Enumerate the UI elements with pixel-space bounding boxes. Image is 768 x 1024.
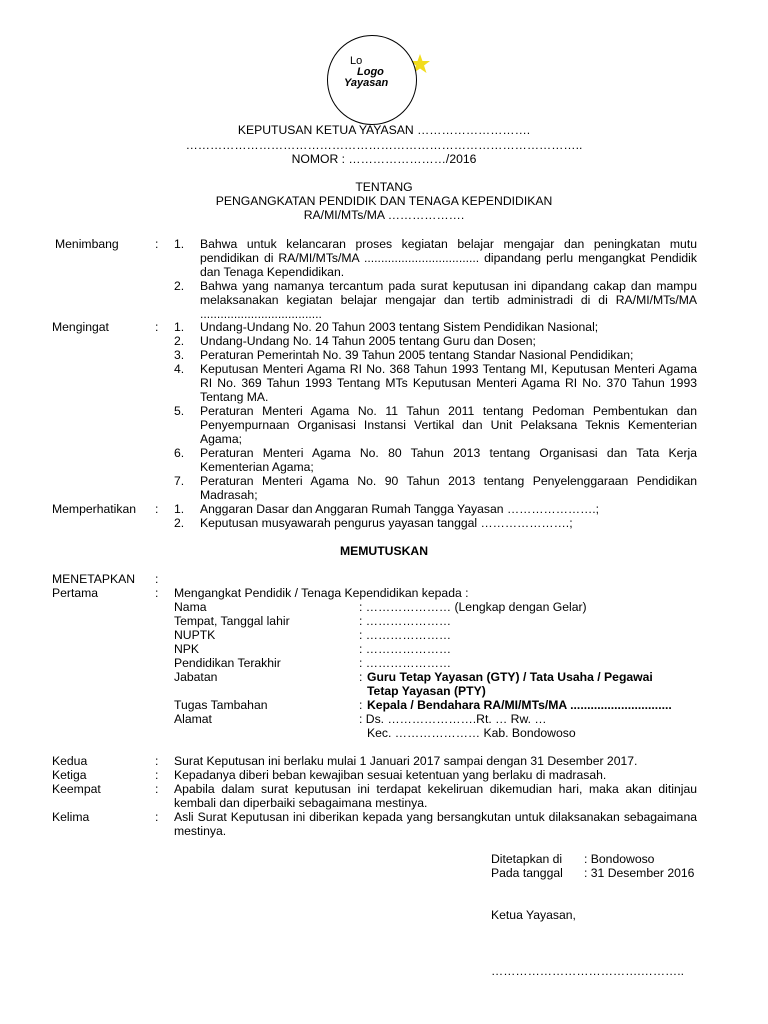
mengingat-item-5: Peraturan Menteri Agama No. 11 Tahun 2011 tentang Pedoman Pembentukan dan Penyempurnaan Organisasi Instansi Vertikal dan Unit Pelaksana Teknis Kementerian Agama; bbox=[200, 404, 697, 446]
field-colon-tugas: : bbox=[359, 698, 363, 712]
field-value-ttl: : ………………… bbox=[359, 614, 452, 628]
memperhatikan-item-2: Keputusan musyawarah pengurus yayasan tanggal ………………….; bbox=[200, 516, 573, 530]
title-dots: …………………………………………………………………………………….. bbox=[185, 138, 583, 152]
signatory-name-dots: ……………………………….……….. bbox=[491, 964, 684, 978]
mengingat-item-3: Peraturan Pemerintah No. 39 Tahun 2005 tentang Standar Nasional Pendidikan; bbox=[200, 348, 634, 362]
field-label-pendidikan: Pendidikan Terakhir bbox=[174, 656, 281, 670]
kedua-label: Kedua bbox=[52, 754, 88, 768]
memperhatikan-label: Memperhatikan bbox=[52, 502, 136, 516]
pertama-colon: : bbox=[155, 586, 159, 600]
ketiga-colon: : bbox=[155, 768, 159, 782]
mengingat-item-2: Undang-Undang No. 14 Tahun 2005 tentang Guru dan Dosen; bbox=[200, 334, 536, 348]
mengingat-item-7: Peraturan Menteri Agama No. 90 Tahun 2013 tentang Penyelenggaraan Pendidikan Madrasah; bbox=[200, 474, 697, 502]
logo-text-lo: Lo bbox=[350, 55, 363, 67]
decree-subject: PENGANGKATAN PENDIDIK DAN TENAGA KEPENDIDIKAN bbox=[215, 194, 553, 208]
memperhatikan-colon: : bbox=[155, 502, 159, 516]
ketiga-text: Kepadanya diberi beban kewajiban sesuai ketentuan yang berlaku di madrasah. bbox=[174, 768, 607, 782]
field-label-jabatan: Jabatan bbox=[174, 670, 218, 684]
tanggal-value: : 31 Desember 2016 bbox=[584, 866, 695, 880]
memperhatikan-num-2: 2. bbox=[174, 516, 185, 530]
menetapkan-colon: : bbox=[155, 572, 159, 586]
memperhatikan-item-1: Anggaran Dasar dan Anggaran Rumah Tangga Yayasan ………………….; bbox=[200, 502, 600, 516]
mengingat-label: Mengingat bbox=[52, 320, 109, 334]
logo-text-line1: Logo bbox=[357, 66, 384, 78]
decree-number: NOMOR : ……………………/2016 bbox=[291, 152, 477, 166]
keempat-label: Keempat bbox=[52, 782, 101, 796]
field-value-pendidikan: : ………………… bbox=[359, 656, 452, 670]
logo-text-line2: Yayasan bbox=[344, 77, 389, 89]
yayasan-logo bbox=[327, 35, 417, 125]
school-line: RA/MI/MTs/MA ………………. bbox=[303, 208, 465, 222]
kelima-text: Asli Surat Keputusan ini diberikan kepada yang bersangkutan untuk dilaksanakan sebagaimana mestinya. bbox=[174, 810, 697, 838]
mengingat-num-6: 6. bbox=[174, 446, 185, 460]
keempat-text: Apabila dalam surat keputusan ini terdapat kekeliruan dikemudian hari, maka akan ditinjau kembali dan diperbaiki sebagaimana mestinya. bbox=[174, 782, 697, 810]
menimbang-colon: : bbox=[155, 237, 159, 251]
field-colon-jabatan: : bbox=[359, 670, 363, 684]
decree-title: KEPUTUSAN KETUA YAYASAN ………………………. bbox=[237, 123, 531, 137]
mengingat-num-1: 1. bbox=[174, 320, 185, 334]
mengingat-item-4: Keputusan Menteri Agama RI No. 368 Tahun 1993 Tentang MI, Keputusan Menteri Agama RI No. 369 Tahun 1993 Tentang MTs Keputusan Menteri Agama RI No. 370 Tahun 1993 Tentang MA. bbox=[200, 362, 697, 404]
menimbang-label: Menimbang bbox=[55, 237, 119, 251]
tanggal-label: Pada tanggal bbox=[491, 866, 563, 880]
field-label-npk: NPK bbox=[174, 642, 200, 656]
field-label-nuptk: NUPTK bbox=[174, 628, 216, 642]
menimbang-item-2: Bahwa yang namanya tercantum pada surat keputusan ini dipandang cakap dan mampu melaksanakan kegiatan belajar mengajar dan tertib administradi di di RA/MI/MTs/MA .................................... bbox=[200, 279, 697, 321]
menetapkan-label: MENETAPKAN bbox=[52, 572, 136, 586]
mengingat-num-7: 7. bbox=[174, 474, 185, 488]
kelima-label: Kelima bbox=[52, 810, 90, 824]
menimbang-item-1: Bahwa untuk kelancaran proses kegiatan belajar mengajar dan peningkatan mutu pendidikan di RA/MI/MTs/MA .................................. dipandang perlu mengangkat Pendidik dan Tenaga Kependidikan. bbox=[200, 237, 697, 279]
menimbang-num-1: 1. bbox=[174, 237, 185, 251]
memperhatikan-num-1: 1. bbox=[174, 502, 185, 516]
field-value-alamat-line1: : Ds. ………………….Rt. … Rw. … bbox=[359, 712, 547, 726]
ditetapkan-value: : Bondowoso bbox=[584, 852, 655, 866]
field-value-tugas: Kepala / Bendahara RA/MI/MTs/MA .............................. bbox=[367, 698, 672, 712]
memutuskan-heading: MEMUTUSKAN bbox=[339, 544, 428, 558]
mengingat-num-3: 3. bbox=[174, 348, 185, 362]
field-value-nama: : ………………… (Lengkap dengan Gelar) bbox=[359, 600, 587, 614]
kelima-colon: : bbox=[155, 810, 159, 824]
kedua-text: Surat Keputusan ini berlaku mulai 1 Januari 2017 sampai dengan 31 Desember 2017. bbox=[174, 754, 638, 768]
mengingat-num-5: 5. bbox=[174, 404, 185, 418]
signatory-role: Ketua Yayasan, bbox=[491, 908, 576, 922]
field-value-jabatan-line1: Guru Tetap Yayasan (GTY) / Tata Usaha / Pegawai bbox=[367, 670, 653, 684]
menimbang-num-2: 2. bbox=[174, 279, 185, 293]
pertama-label: Pertama bbox=[52, 586, 99, 600]
field-value-npk: : ………………… bbox=[359, 642, 452, 656]
field-label-nama: Nama bbox=[174, 600, 207, 614]
mengingat-num-4: 4. bbox=[174, 362, 185, 376]
mengingat-item-6: Peraturan Menteri Agama No. 80 Tahun 2013 tentang Organisasi dan Tata Kerja Kementerian Agama; bbox=[200, 446, 697, 474]
tentang-heading: TENTANG bbox=[355, 180, 413, 194]
field-label-tugas: Tugas Tambahan bbox=[174, 698, 268, 712]
field-value-jabatan-line2: Tetap Yayasan (PTY) bbox=[367, 684, 486, 698]
mengingat-num-2: 2. bbox=[174, 334, 185, 348]
ketiga-label: Ketiga bbox=[52, 768, 87, 782]
field-value-nuptk: : ………………… bbox=[359, 628, 452, 642]
pertama-intro: Mengangkat Pendidik / Tenaga Kependidikan kepada : bbox=[174, 586, 469, 600]
field-label-ttl: Tempat, Tanggal lahir bbox=[174, 614, 290, 628]
mengingat-item-1: Undang-Undang No. 20 Tahun 2003 tentang Sistem Pendidikan Nasional; bbox=[200, 320, 599, 334]
kedua-colon: : bbox=[155, 754, 159, 768]
ditetapkan-label: Ditetapkan di bbox=[491, 852, 563, 866]
field-value-alamat-line2: Kec. ………………… Kab. Bondowoso bbox=[367, 726, 576, 740]
keempat-colon: : bbox=[155, 782, 159, 796]
field-label-alamat: Alamat bbox=[174, 712, 212, 726]
mengingat-colon: : bbox=[155, 320, 159, 334]
